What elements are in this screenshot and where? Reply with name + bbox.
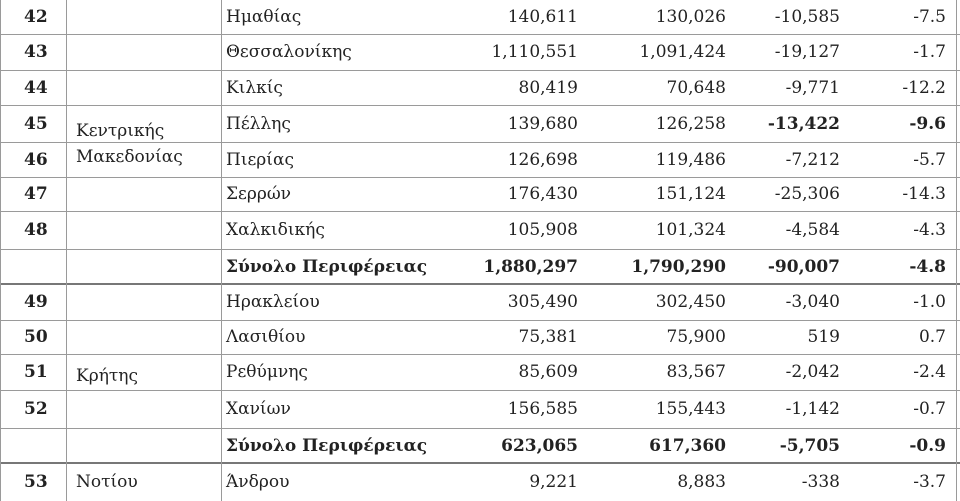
population-change-cell: -4,584 [785, 220, 840, 240]
population-change-cell: -338 [801, 472, 840, 492]
row-number-cell: 47 [24, 184, 48, 204]
row-number-cell [24, 428, 68, 463]
percent-change-cell: -3.7 [913, 472, 946, 492]
population-value-1-cell: 305,490 [507, 292, 578, 312]
percent-change-cell: -2.4 [913, 362, 946, 382]
population-value-1-cell: 156,585 [507, 399, 578, 419]
table-row [0, 390, 960, 428]
percent-change-cell: -14.3 [902, 184, 946, 204]
table-row [0, 34, 960, 70]
percent-change-cell: -1.7 [913, 42, 946, 62]
population-change-cell: -10,585 [774, 7, 840, 27]
population-value-2-cell: 8,883 [677, 472, 726, 492]
population-value-1-cell: 75,381 [518, 327, 578, 347]
row-number-cell: 52 [24, 399, 48, 419]
population-value-2-cell: 119,486 [655, 149, 726, 170]
prefecture-name-cell: Κιλκίς [226, 77, 283, 98]
population-value-2-cell: 155,443 [655, 399, 726, 419]
row-divider [0, 390, 960, 391]
percent-change-cell: -4.3 [913, 220, 946, 240]
population-change-cell: -25,306 [774, 184, 840, 204]
row-number-cell: 44 [24, 77, 48, 98]
region-label-crete: Κρήτης [76, 366, 138, 386]
prefecture-name-cell: Σύνολο Περιφέρειας [226, 256, 428, 277]
region-label-line: Μακεδονίας [76, 147, 183, 167]
region-label-line: Κεντρικής [76, 121, 165, 141]
population-value-1-cell: 85,609 [518, 362, 578, 382]
population-value-1-cell: 176,430 [507, 184, 578, 204]
table-total-row [0, 249, 960, 284]
row-divider [0, 34, 960, 35]
row-number-cell: 48 [24, 220, 48, 240]
row-divider [0, 105, 960, 106]
table-row [0, 463, 960, 501]
population-value-1-cell: 139,680 [507, 113, 578, 134]
column-divider [66, 0, 67, 501]
population-change-cell: -3,040 [785, 292, 840, 312]
prefecture-name-cell: Λασιθίου [226, 327, 306, 347]
population-change-cell: -9,771 [785, 77, 840, 98]
column-divider [956, 0, 957, 501]
region-label-south: Νοτίου [76, 472, 138, 492]
population-value-1-cell: 623,065 [501, 435, 578, 456]
population-value-2-cell: 126,258 [655, 113, 726, 134]
population-value-2-cell: 1,091,424 [639, 42, 726, 62]
prefecture-name-cell: Σερρών [226, 184, 292, 204]
table-row [0, 142, 960, 177]
percent-change-cell: -5.7 [913, 149, 946, 170]
population-value-2-cell: 130,026 [655, 7, 726, 27]
population-value-2-cell: 1,790,290 [631, 256, 726, 277]
prefecture-name-cell: Πέλλης [226, 113, 291, 134]
row-number-cell: 45 [24, 113, 48, 134]
table-row [0, 105, 960, 142]
population-value-2-cell: 101,324 [655, 220, 726, 240]
population-value-2-cell: 83,567 [666, 362, 726, 382]
population-value-2-cell: 302,450 [655, 292, 726, 312]
prefecture-name-cell: Ηρακλείου [226, 292, 320, 312]
population-value-1-cell: 140,611 [507, 7, 578, 27]
table-row [0, 320, 960, 354]
row-divider [0, 428, 960, 429]
column-divider [0, 0, 1, 501]
prefecture-name-cell: Άνδρου [226, 472, 290, 492]
population-change-cell: -1,142 [785, 399, 840, 419]
prefecture-name-cell: Ρεθύμνης [226, 362, 308, 382]
percent-change-cell: -1.0 [913, 292, 946, 312]
percent-change-cell: 0.7 [918, 327, 946, 347]
prefecture-name-cell: Σύνολο Περιφέρειας [226, 435, 428, 456]
row-number-cell [24, 249, 68, 284]
row-number-cell: 46 [24, 149, 48, 170]
prefecture-name-cell: Ημαθίας [226, 7, 302, 27]
population-value-1-cell: 1,880,297 [483, 256, 578, 277]
prefecture-name-cell: Πιερίας [226, 149, 294, 170]
table-row [0, 70, 960, 105]
row-number-cell: 51 [24, 362, 48, 382]
population-change-cell: -90,007 [767, 256, 840, 277]
population-change-cell: 519 [807, 327, 840, 347]
row-divider [0, 249, 960, 250]
population-value-1-cell: 1,110,551 [491, 42, 578, 62]
row-number-cell: 42 [24, 7, 48, 27]
row-divider [0, 320, 960, 321]
prefecture-name-cell: Χαλκιδικής [226, 220, 325, 240]
population-value-2-cell: 617,360 [649, 435, 726, 456]
table-row [0, 284, 960, 320]
row-number-cell: 49 [24, 292, 48, 312]
row-divider [0, 142, 960, 143]
table-row [0, 354, 960, 390]
population-change-cell: -19,127 [774, 42, 840, 62]
percent-change-cell: -7.5 [913, 7, 946, 27]
row-number-cell: 53 [24, 472, 48, 492]
population-value-2-cell: 75,900 [666, 327, 726, 347]
table-total-row [0, 428, 960, 463]
region-divider [0, 462, 960, 464]
population-value-1-cell: 105,908 [507, 220, 578, 240]
row-divider [0, 177, 960, 178]
population-change-cell: -2,042 [785, 362, 840, 382]
table-row [0, 177, 960, 211]
percent-change-cell: -9.6 [909, 113, 946, 134]
population-value-1-cell: 9,221 [529, 472, 578, 492]
row-divider [0, 70, 960, 71]
population-change-cell: -13,422 [767, 113, 840, 134]
population-change-cell: -7,212 [785, 149, 840, 170]
percent-change-cell: -0.9 [909, 435, 946, 456]
region-divider [0, 283, 960, 285]
percent-change-cell: -12.2 [902, 77, 946, 98]
row-divider [0, 211, 960, 212]
row-divider [0, 354, 960, 355]
row-number-cell: 43 [24, 42, 48, 62]
prefecture-name-cell: Χανίων [226, 399, 291, 419]
prefecture-name-cell: Θεσσαλονίκης [226, 42, 352, 62]
population-value-1-cell: 80,419 [518, 77, 578, 98]
percent-change-cell: -0.7 [913, 399, 946, 419]
table-row [0, 0, 960, 34]
population-value-2-cell: 70,648 [666, 77, 726, 98]
table-row [0, 211, 960, 249]
population-value-2-cell: 151,124 [655, 184, 726, 204]
percent-change-cell: -4.8 [909, 256, 946, 277]
column-divider [221, 0, 222, 501]
row-number-cell: 50 [24, 327, 48, 347]
population-change-cell: -5,705 [779, 435, 840, 456]
population-value-1-cell: 126,698 [507, 149, 578, 170]
